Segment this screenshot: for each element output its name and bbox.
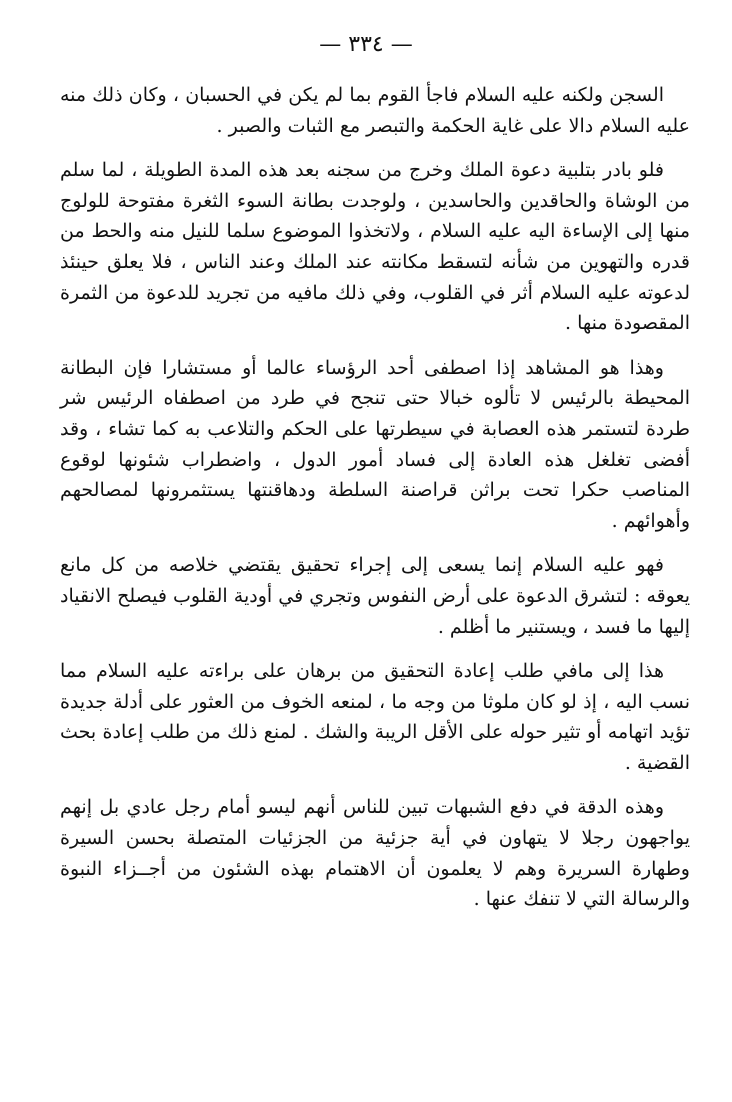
paragraph: فلو بادر بتلبية دعوة الملك وخرج من سجنه بعد هذه المدة الطويلة ، لما سلم من الوشاة والحاقدين والحاسدين ، ولوجدت بطانة السوء الثغرة مفتوحة للولوج منها إلى الإساءة اليه عليه السلام ، ولاتخذوا الموضوع سلما للنيل منه والحط من قدره والتهوين من شأنه لتسقط مكانته عند الملك وعند الناس ، فلا يعلق حينئذ لدعوته عليه السلام أثر في القلوب، وفي ذلك مافيه من تجريد للدعوة من الثمرة المقصودة منها . xyxy=(60,159,690,335)
body-text xyxy=(60,80,690,929)
paragraph: هذا إلى مافي طلب إعادة التحقيق من برهان على براءته عليه السلام مما نسب اليه ، إذ لو كان ملوثا من وجه ما ، لمنعه الخوف من العثور على أدلة جديدة تؤيد اتهامه أو تثير حوله على الأقل الريبة والشك . لمنع ذلك من طلب إعادة بحث القضية . xyxy=(60,660,690,774)
paragraph: فهو عليه السلام إنما يسعى إلى إجراء تحقيق يقتضي خلاصه من كل مانع يعوقه : لتشرق الدعوة على أرض النفوس وتجري في أودية القلوب فيصلح الانقياد إليها ما فسد ، ويستنير ما أظلم . xyxy=(60,554,690,638)
page-number: — ٣٣٤ — xyxy=(319,32,413,57)
paragraph: السجن ولكنه عليه السلام فاجأ القوم بما لم يكن في الحسبان ، وكان ذلك منه عليه السلام دالا على غاية الحكمة والتبصر مع الثبات والصبر . xyxy=(60,84,690,137)
paragraph: وهذه الدقة في دفع الشبهات تبين للناس أنهم ليسو أمام رجل عادي بل إنهم يواجهون رجلا لا يتهاون في أية جزئية من الجزئيات المتصلة بحسن السيرة وطهارة السريرة وهم لا يعلمون أن الاهتمام بهذه الشئون من أجــزاء النبوة والرسالة التي لا تنفك عنها . xyxy=(60,796,690,911)
paragraph: وهذا هو المشاهد إذا اصطفى أحد الرؤساء عالما أو مستشارا فإن البطانة المحيطة بالرئيس لا تألوه خبالا حتى تنجح في طرد من اصطفاه الرئيس شر طردة لتستمر هذه العصابة في سيطرتها على الحكم والتلاعب به كما تشاء ، وقد أفضى تغلغل هذه العادة إلى فساد أمور الدول ، واضطراب شئونها لوقوع المناصب حكرا تحت براثن قراصنة السلطة ودهاقنتها يستثمرونها لمصالحهم وأهوائهم . xyxy=(60,356,690,532)
